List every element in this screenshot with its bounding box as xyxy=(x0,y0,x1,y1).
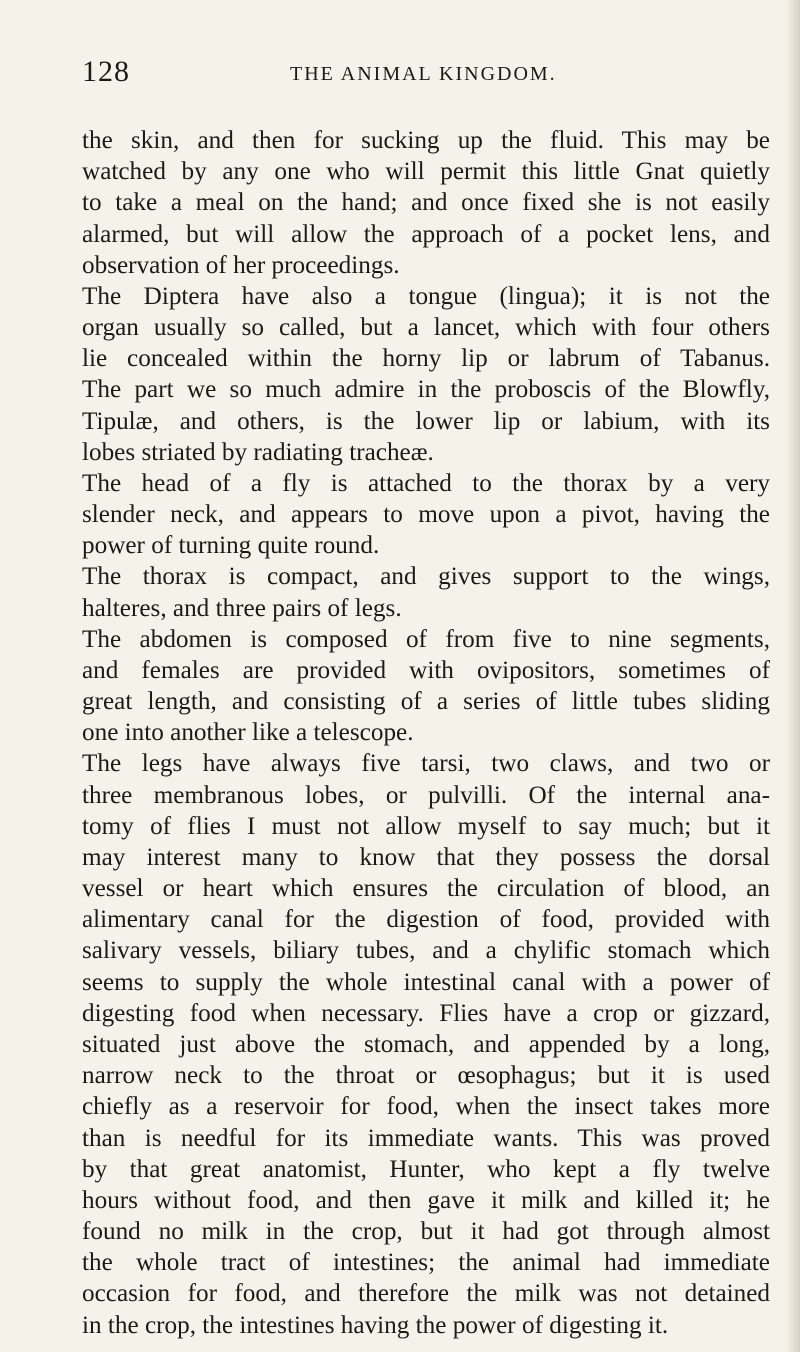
text-line: narrow neck to the throat or œsophagus; but it is used xyxy=(82,1062,770,1090)
text-line: found no milk in the crop, but it had got through almost xyxy=(82,1218,770,1246)
text-line: in the crop, the intestines having the power of digesting it. xyxy=(82,1311,669,1339)
text-line: great length, and consisting of a series of little tubes sliding xyxy=(82,688,770,716)
text-line: may interest many to know that they possess the dorsal xyxy=(82,843,770,871)
text-line: than is needful for its immediate wants. This was proved xyxy=(82,1124,770,1152)
text-line: lie concealed within the horny lip or labrum of Tabanus. xyxy=(82,345,770,373)
text-line: to take a meal on the hand; and once fixed she is not easily xyxy=(82,189,770,217)
text-line: situated just above the stomach, and appended by a long, xyxy=(82,1030,770,1058)
text-line: digesting food when necessary. Flies have a crop or gizzard, xyxy=(82,999,770,1027)
text-line: and females are provided with ovipositors, sometimes of xyxy=(82,656,770,684)
text-line: by that great anatomist, Hunter, who kept a fly twelve xyxy=(82,1155,770,1183)
text-line: occasion for food, and therefore the milk was not detained xyxy=(82,1280,770,1308)
text-line: The Diptera have also a tongue (lingua); it is not the xyxy=(82,282,770,310)
text-line: the whole tract of intestines; the animal had immediate xyxy=(82,1249,770,1277)
text-line: the skin, and then for sucking up the fluid. This may be xyxy=(82,127,770,154)
text-line: slender neck, and appears to move upon a pivot, having the xyxy=(82,501,770,529)
page-edge-shadow xyxy=(786,0,800,1352)
text-line: Tipulæ, and others, is the lower lip or labium, with its xyxy=(82,407,770,435)
text-line: tomy of flies I must not allow myself to say much; but it xyxy=(82,812,770,840)
text-line: watched by any one who will permit this little Gnat quietly xyxy=(82,158,770,186)
text-line: halteres, and three pairs of legs. xyxy=(82,594,402,622)
text-line: three membranous lobes, or pulvilli. Of the internal ana- xyxy=(82,781,770,809)
body-text xyxy=(82,125,770,1341)
running-head: THE ANIMAL KINGDOM. xyxy=(290,63,557,85)
text-line: The legs have always five tarsi, two claws, and two or xyxy=(82,750,770,778)
text-line: alarmed, but will allow the approach of a pocket lens, and xyxy=(82,220,770,248)
text-line: hours without food, and then gave it milk and killed it; he xyxy=(82,1186,770,1214)
text-line: one into another like a telescope. xyxy=(82,719,414,747)
text-line: seems to supply the whole intestinal canal with a power of xyxy=(82,968,770,996)
text-line: chiefly as a reservoir for food, when the insect takes more xyxy=(82,1093,770,1121)
text-line: The abdomen is composed of from five to nine segments, xyxy=(82,625,770,653)
text-line: alimentary canal for the digestion of food, provided with xyxy=(82,906,770,934)
text-line: vessel or heart which ensures the circulation of blood, an xyxy=(82,875,770,903)
text-line: organ usually so called, but a lancet, which with four others xyxy=(82,314,770,342)
text-line: The part we so much admire in the proboscis of the Blowfly, xyxy=(82,376,770,404)
text-line: observation of her proceedings. xyxy=(82,251,400,279)
text-line: The thorax is compact, and gives support to the wings, xyxy=(82,563,770,591)
text-line: lobes striated by radiating tracheæ. xyxy=(82,438,434,466)
page-number: 128 xyxy=(82,55,130,88)
text-line: salivary vessels, biliary tubes, and a chylific stomach which xyxy=(82,937,770,965)
text-line: power of turning quite round. xyxy=(82,532,380,560)
text-line: The head of a fly is attached to the thorax by a very xyxy=(82,469,770,497)
